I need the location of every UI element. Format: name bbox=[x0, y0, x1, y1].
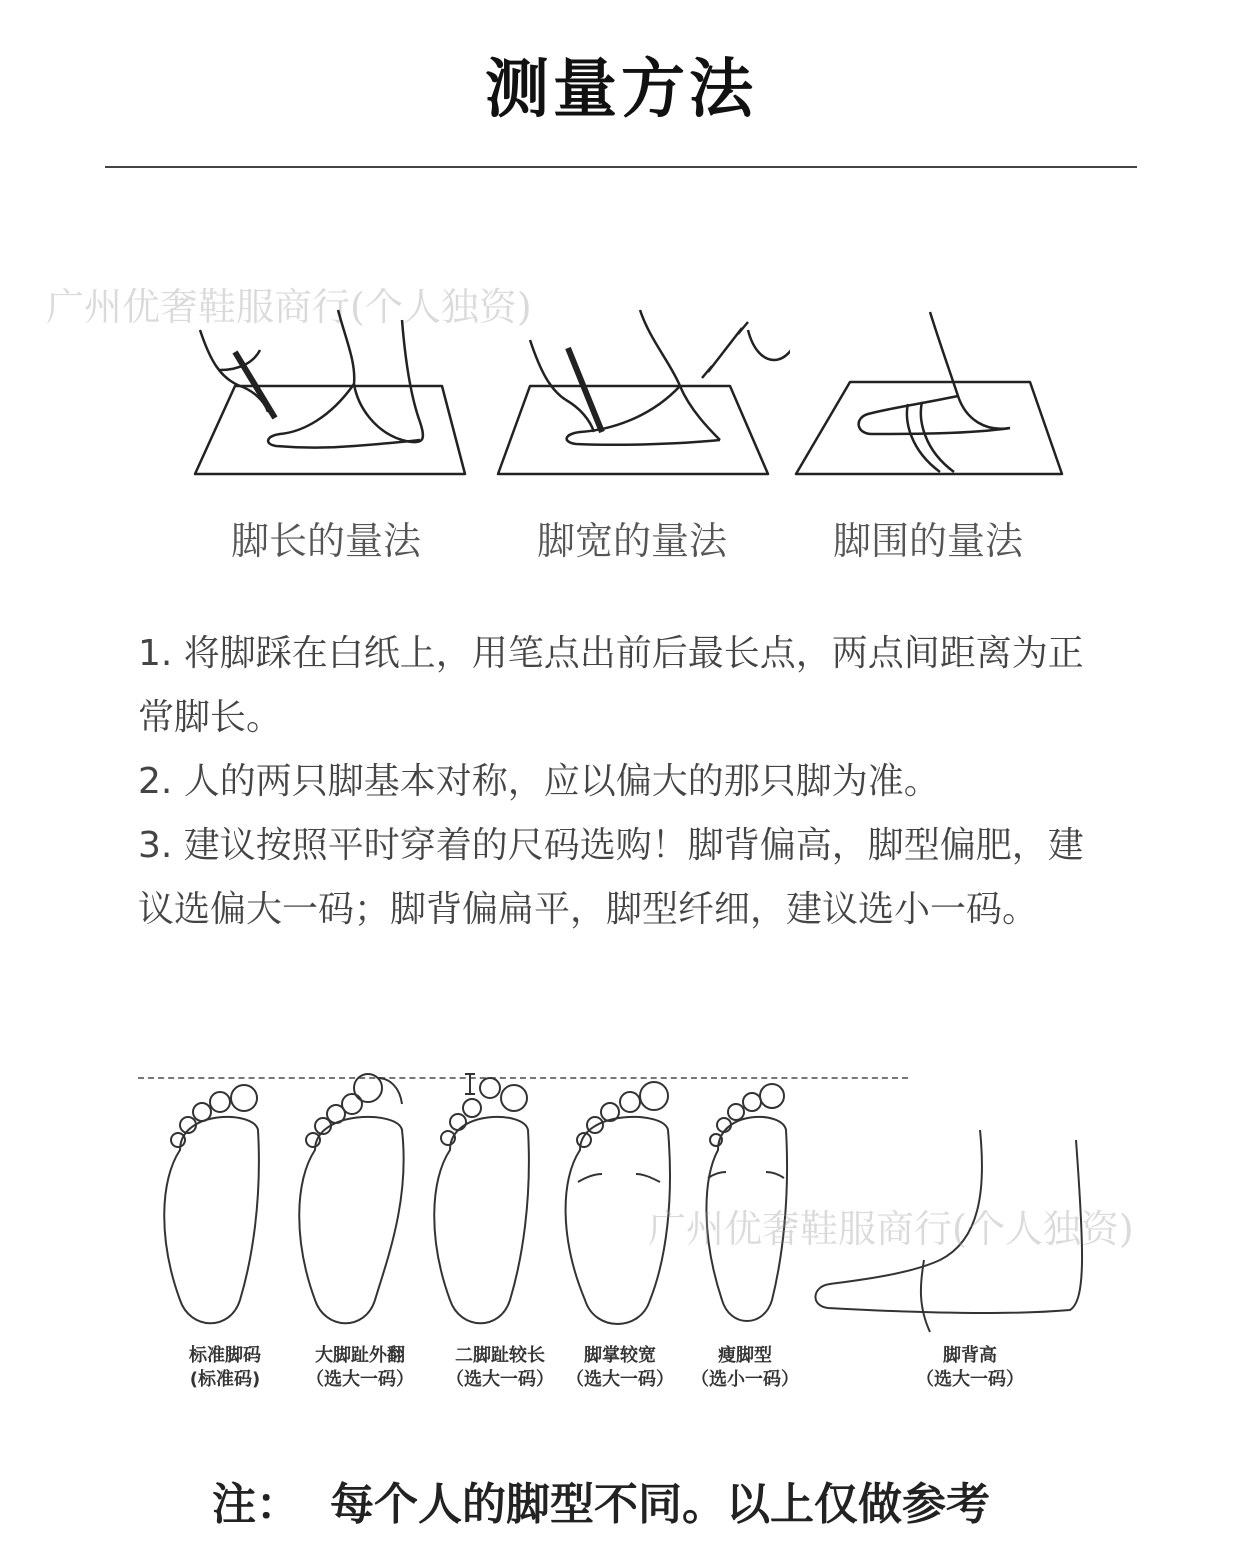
foot-type-advice: (标准码) bbox=[189, 1369, 261, 1390]
foot-type-advice: （选大一码） bbox=[446, 1369, 554, 1390]
foot-girth-illustration bbox=[790, 300, 1070, 485]
foot-type-label bbox=[670, 1344, 820, 1392]
instruction-2: 2. 人的两只脚基本对称，应以偏大的那只脚为准。 bbox=[138, 761, 940, 802]
title-divider bbox=[105, 166, 1137, 168]
footnote bbox=[212, 1468, 990, 1532]
page-title: 测量方法 bbox=[485, 53, 757, 127]
foot-type-advice: （选大一码） bbox=[306, 1369, 414, 1390]
method-caption-length: 脚长的量法 bbox=[230, 519, 421, 563]
foot-type-name: 脚背高 bbox=[943, 1345, 997, 1366]
instruction-3: 3. 建议按照平时穿着的尺码选购！脚背偏高，脚型偏肥，建议选偏大一码；脚背偏扁平，脚型纤细，建议选小一码。 bbox=[138, 825, 1084, 930]
foot-type-label bbox=[895, 1344, 1045, 1392]
foot-type-label bbox=[150, 1344, 300, 1392]
foot-type-advice: （选大一码） bbox=[566, 1369, 674, 1390]
watermark: 广州优奢鞋服商行(个人独资) bbox=[46, 285, 532, 329]
method-caption-girth: 脚围的量法 bbox=[832, 519, 1023, 563]
foot-length-illustration bbox=[180, 300, 480, 485]
footnote-prefix: 注： bbox=[212, 1479, 300, 1530]
foot-type-name: 瘦脚型 bbox=[718, 1345, 772, 1366]
instruction-1: 1. 将脚踩在白纸上，用笔点出前后最长点，两点间距离为正常脚长。 bbox=[138, 633, 1084, 738]
foot-type-name: 标准脚码 bbox=[189, 1345, 261, 1366]
foot-type-name: 脚掌较宽 bbox=[584, 1345, 656, 1366]
foot-type-label bbox=[285, 1344, 435, 1392]
foot-type-name: 大脚趾外翻 bbox=[315, 1345, 405, 1366]
footnote-text: 每个人的脚型不同。以上仅做参考 bbox=[330, 1479, 990, 1530]
foot-width-illustration bbox=[490, 300, 790, 485]
instructions bbox=[138, 622, 1098, 942]
watermark: 广州优奢鞋服商行(个人独资) bbox=[648, 1207, 1134, 1251]
foot-type-advice: （选小一码） bbox=[691, 1369, 799, 1390]
foot-type-name: 二脚趾较长 bbox=[455, 1345, 545, 1366]
method-caption-width: 脚宽的量法 bbox=[536, 519, 727, 563]
foot-type-advice: （选大一码） bbox=[916, 1369, 1024, 1390]
